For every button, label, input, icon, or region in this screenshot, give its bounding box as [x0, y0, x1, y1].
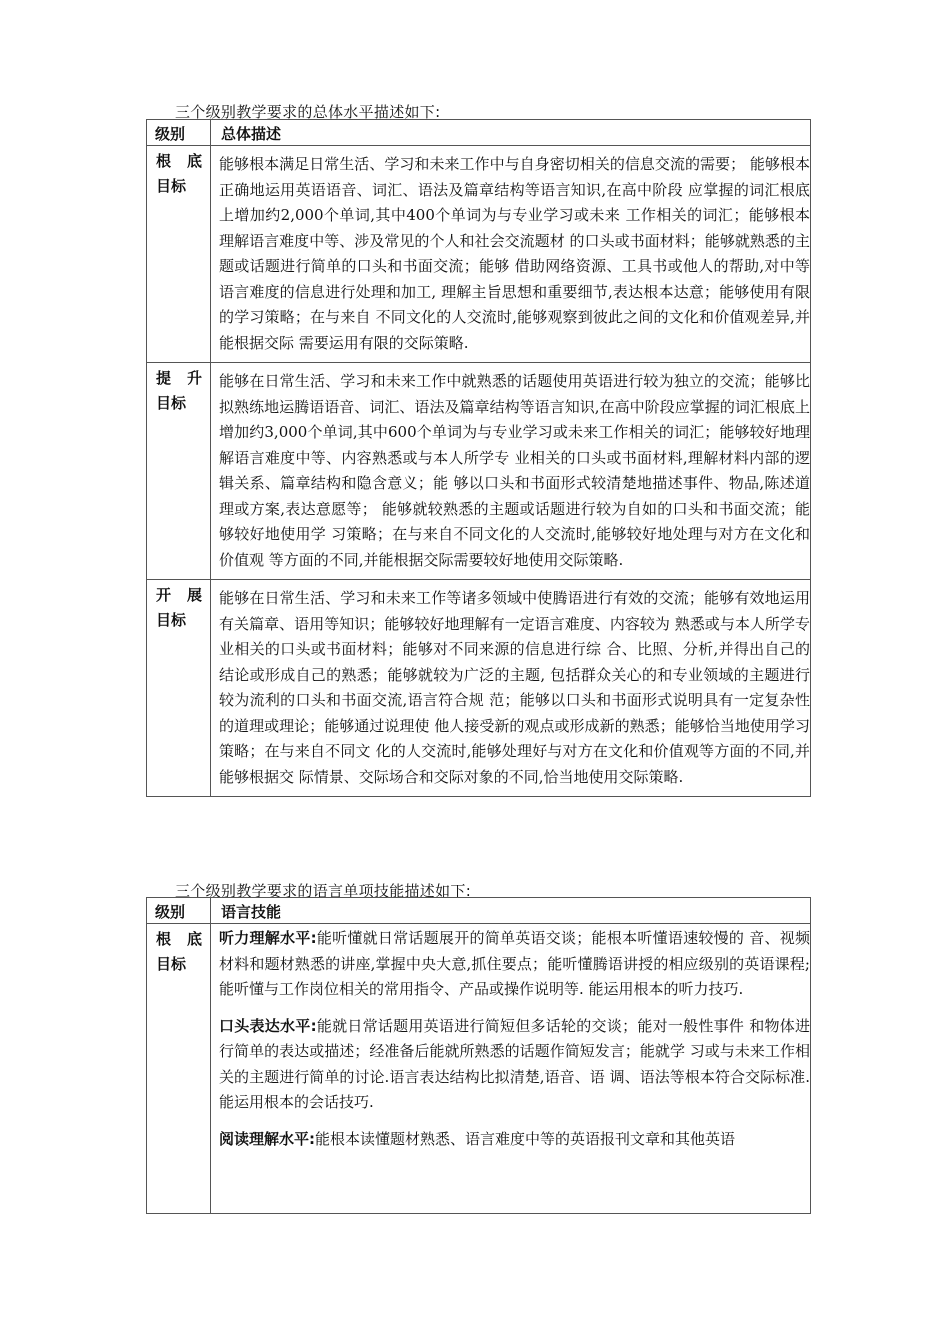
level-label: 根 底 目标 — [156, 930, 202, 973]
level-label: 提 升 目标 — [156, 369, 202, 412]
level-description: 能够根本满足日常生活、学习和未来工作中与自身密切相关的信息交流的需要； 能够根本正确地运用英语语音、词汇、语法及篇章结构等语言知识,在高中阶段 应掌握的词汇根底上增加约2,000个单词,其中400个单词为与专业学习或未来 工作相关的词汇；能够根本理解语言难度中等、涉及常见的个人和社会交流题材 的口头或书面材料；能够就熟悉的主题或话题进行简单的口头和书面交流；能够 借助网络资源、工具书或他人的帮助,对中等语言难度的信息进行处理和加工, 理解主旨思想和重要细节,表达根本达意；能够使用有限的学习策略；在与来自 不同文化的人交流时,能够观察到彼此之间的文化和价值观差异,并能根据交际 需要运用有限的交际策略. — [211, 146, 811, 363]
reading-skill: 阅读理解水平:能根本读懂题材熟悉、语言难度中等的英语报刊文章和其他英语 — [219, 1129, 736, 1148]
header-level: 级别 — [147, 898, 211, 924]
header-description: 总体描述 — [211, 120, 811, 146]
table-header-row — [147, 120, 811, 146]
level-description: 能够在日常生活、学习和未来工作等诸多领域中使腾语进行有效的交流；能够有效地运用有关篇章、语用等知识；能够较好地理解有一定语言难度、内容较为 熟悉或与本人所学专业相关的口头或书面材料；能够对不同来源的信息进行综 合、比照、分析,并得出自己的结论或形成自己的熟悉；能够就较为广泛的主题, 包括群众关心的和专业领域的主题进行较为流利的口头和书面交流,语言符合规 范；能够以口头和书面形式说明具有一定复杂性的道理或理论；能够通过说理使 他人接受新的观点或形成新的熟悉；能够恰当地使用学习策略；在与来自不同文 化的人交流时,能够处理好与对方在文化和价值观等方面的不同,并能够根据交 际情景、交际场合和交际对象的不同,恰当地使用交际策略. — [211, 580, 811, 797]
header-skills: 语言技能 — [211, 898, 811, 924]
table-row-basic — [147, 146, 811, 363]
speaking-skill: 口头表达水平:能就日常话题用英语进行简短但多话轮的交谈；能对一般性事件 和物体进行简单的表达或描述；经准备后能就所熟悉的话题作简短发言；能就学 习或与未来工作相关的主题进行简单的讨论.语言表达结构比拟清楚,语音、语 调、语法等根本符合交际标准.能运用根本的会话技巧. — [219, 1016, 810, 1111]
section1-caption: 三个级别教学要求的总体水平描述如下: — [175, 103, 441, 121]
header-level: 级别 — [147, 120, 211, 146]
language-skills-table — [146, 897, 811, 1214]
table-header-row — [147, 898, 811, 924]
table-row-basic — [147, 924, 811, 1214]
level-description: 能够在日常生活、学习和未来工作中就熟悉的话题使用英语进行较为独立的交流；能够比拟熟练地运腾语语音、词汇、语法及篇章结构等语言知识,在高中阶段应掌握的词汇根底上增加约3,000个单词,其中600个单词为与专业学习或未来工作相关的词汇；能够较好地理解语言难度中等、内容熟悉或与本人所学专 业相关的口头或书面材料,理解材料内部的逻辑关系、篇章结构和隐含意义；能 够以口头和书面形式较清楚地描述事件、物品,陈述道理或方案,表达意愿等； 能够就较熟悉的主题或话题进行较为自如的口头和书面交流；能够较好地使用学 习策略；在与来自不同文化的人交流时,能够较好地处理与对方在文化和价值观 等方面的不同,并能根据交际需要较好地使用交际策略. — [211, 363, 811, 580]
section2-caption: 三个级别教学要求的语言单项技能描述如下: — [175, 882, 472, 900]
level-label: 开 展 目标 — [156, 586, 202, 629]
level-label: 根 底 目标 — [156, 152, 202, 195]
overall-description-table — [146, 119, 811, 797]
table-row-improve — [147, 363, 811, 580]
listening-skill: 听力理解水平:能听懂就日常话题展开的简单英语交谈；能根本听懂语速较慢的 音、视频材料和题材熟悉的讲座,掌握中央大意,抓住要点；能听懂腾语讲授的相应级别的英语课程;能听懂与工作岗位相关的常用指令、产品或操作说明等. 能运用根本的听力技巧. — [219, 929, 810, 998]
table-row-develop — [147, 580, 811, 797]
skills-description — [211, 924, 810, 1212]
